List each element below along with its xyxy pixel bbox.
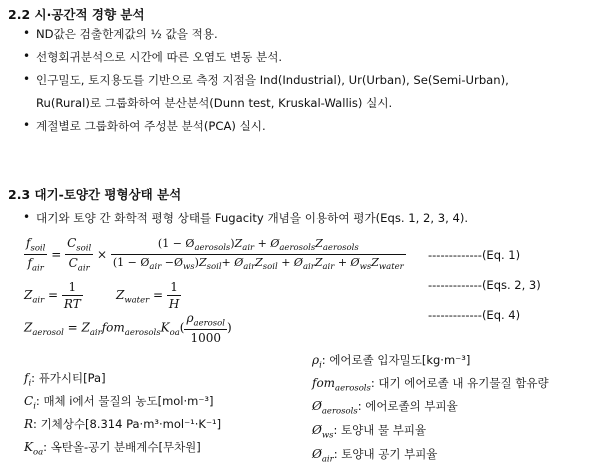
section-2-3-title: 2.3 대기-토양간 평형상태 분석 xyxy=(8,187,182,202)
definition-phi-ws: $Ø_{ws}$: 토양내 물 부피율 xyxy=(312,423,427,441)
eq-label-1: -------------(Eq. 1) xyxy=(428,248,521,262)
bullet-grouping-line1: 인구밀도, 토지용도를 기반으로 측정 지점을 Ind(Industrial), Ur(Urban), Se(Semi-Urban), xyxy=(36,73,509,87)
equation-1: $\frac{f_{soil}}{f_{air}}$ = $\frac{C_{soil}}{C_{air}}$ × $\frac{(1 - Ø_{aerosols})Z_{air} + Ø_{aerosols}Z_{aerosols}}{(1 - Ø_{air} -Ø_{ws})Z_{soil}+ Ø_{air}Z_{soil} + Ø_{air}Z_{air} + Ø_{ws}Z_{water}}$ xyxy=(26,236,404,274)
bullet-dot: • xyxy=(23,26,31,40)
bullet-pca: 계절별로 그룹화하여 주성분 분석(PCA) 실시. xyxy=(36,119,266,133)
equation-2: $Z_{air}$ = $\frac{1}{RT}$ xyxy=(24,280,81,311)
definition-concentration: $C_i$: 매체 i에서 물질의 농도[mol·m⁻³] xyxy=(24,394,214,412)
definition-phi-air: $Ø_{air}$: 토양내 공기 부피율 xyxy=(312,447,438,465)
bullet-nd-value: ND값은 검출한계값의 ½ 값을 적용. xyxy=(36,27,218,41)
definition-gas-constant: R: 기체상수[8.314 Pa·m³·mol⁻¹·K⁻¹] xyxy=(24,417,222,431)
bullet-fugacity: 대기와 토양 간 화학적 평형 상태를 Fugacity 개념을 이용하여 평가(Eqs. 1, 2, 3, 4). xyxy=(36,211,469,225)
eq-label-4: -------------(Eq. 4) xyxy=(428,308,521,322)
bullet-dot: • xyxy=(23,118,31,132)
definition-density: $\rho_i$: 에어로졸 입자밀도[kg·m⁻³] xyxy=(312,353,471,371)
section-2-2-title: 2.2 시·공간적 경향 분석 xyxy=(8,7,145,22)
bullet-regression: 선형회귀분석으로 시간에 따른 오염도 변동 분석. xyxy=(36,50,283,64)
eq-label-2-3: -------------(Eqs. 2, 3) xyxy=(428,278,541,292)
bullet-grouping-line2: Ru(Rural)로 그룹화하여 분산분석(Dunn test, Kruskal-Wallis) 실시. xyxy=(36,96,393,110)
bullet-dot: • xyxy=(23,72,31,86)
bullet-dot: • xyxy=(23,49,31,63)
bullet-dot: • xyxy=(23,210,31,224)
definition-fom: fom$_{aerosols}$: 대기 에어로졸 내 유기물질 함유량 xyxy=(312,376,549,394)
equation-3: $Z_{water}$ = $\frac{1}{H}$ xyxy=(116,280,180,311)
definition-fugacity: $f_i$: 퓨가시티[Pa] xyxy=(24,371,106,389)
definition-phi-aerosols: $Ø_{aerosols}$: 에어로졸의 부피율 xyxy=(312,399,458,417)
definition-koa: $K_{oa}$: 옥탄올-공기 분배계수[무차원] xyxy=(24,440,201,458)
equation-4: $Z_{aerosol} = Z_{air}fom_{aerosols}K_{oa}$( $\frac{\rho_{aerosol}}{1000}$ ) xyxy=(24,311,232,346)
